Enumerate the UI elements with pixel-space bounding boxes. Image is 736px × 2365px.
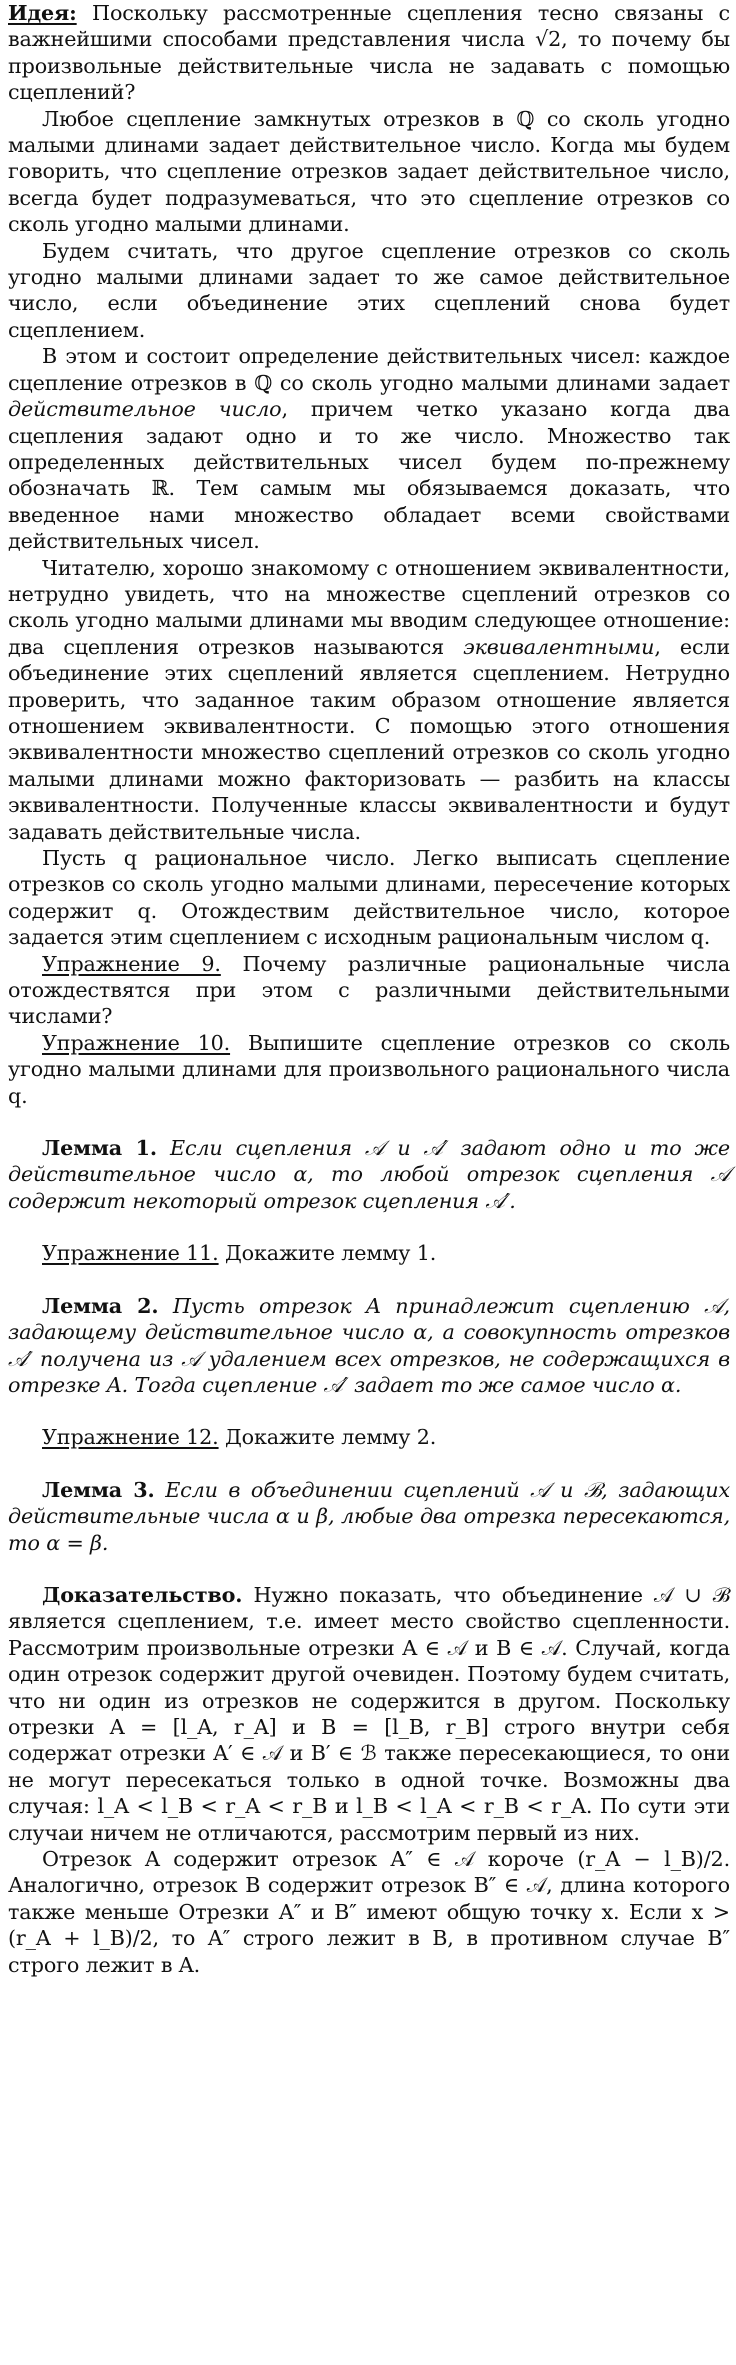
lemma-3-label: Лемма 3. [42, 1477, 155, 1502]
proof [8, 1582, 730, 1846]
lemma-1-statement: Если сцепления 𝒜 и 𝒜′ задают одно и то же действительное число α, то любой отрезок сцепления 𝒜 содержит некоторый отрезок сцепления 𝒜′. [8, 1136, 730, 1213]
exercise-12-text: Докажите лемму 2. [225, 1425, 437, 1450]
paragraph-4 [8, 555, 730, 845]
exercise-10 [8, 1030, 730, 1109]
paragraph-3-text-b: , причем четко указано когда два сцепления задают одно и то же число. Множество так определенных действительных чисел будем по-прежнему обозначать ℝ. Тем самым мы обязываемся доказать, что введенное нами множество обладает всеми свойствами действительных чисел. [8, 397, 730, 554]
exercise-10-label: Упражнение 10. [42, 1030, 231, 1055]
paragraph-4-text-a: Читателю, хорошо знакомому с отношением эквивалентности, нетрудно увидеть, что на множестве сцеплений отрезков со сколь угодно малыми длинами мы вводим следующее отношение: два сцепления отрезков называются [8, 555, 730, 659]
exercise-11 [8, 1240, 730, 1266]
lemma-1-label: Лемма 1. [42, 1136, 157, 1161]
exercise-11-label: Упражнение 11. [42, 1241, 219, 1266]
proof-label: Доказательство. [42, 1582, 243, 1607]
term-real-number: действительное число [8, 397, 282, 422]
lemma-3-statement: Если в объединении сцеплений 𝒜 и ℬ, задающих действительные числа α и β, любые два отрезка пересекаются, то α = β. [8, 1477, 730, 1555]
exercise-9-text: Почему различные рациональные числа отождествятся при этом с различными действительными числами? [8, 951, 731, 1029]
paragraph-5: Пусть q рациональное число. Легко выписать сцепление отрезков со сколь угодно малыми длинами, пересечение которых содержит q. Отождествим действительное число, которое задается этим сцеплением с исходным рациональным числом q. [8, 846, 730, 950]
idea-paragraph [8, 0, 730, 106]
lemma-2-label: Лемма 2. [42, 1293, 159, 1318]
proof-last-paragraph: Отрезок A содержит отрезок A″ ∈ 𝒜 короче (r_A − l_B)/2. Аналогично, отрезок B содержит отрезок B″ ∈ 𝒜, длина которого также меньше Отрезки A″ и B″ имеют общую точку x. Если x > (r_A + l_B)/2, то A″ строго лежит в B, в противном случае B″ строго лежит в A. [8, 1847, 730, 1977]
paragraph-3 [8, 343, 730, 554]
paragraph-4-text-b: , если объединение этих сцеплений является сцеплением. Нетрудно проверить, что заданное таким образом отношение является отношением эквивалентности. С помощью этого отношения эквивалентности множество сцеплений отрезков со сколь угодно малыми длинами можно факторизовать — разбить на классы эквивалентности. Полученные классы эквивалентности и будут задавать действительные числа. [8, 634, 731, 844]
lemma-3 [8, 1477, 730, 1556]
paragraph-1: Любое сцепление замкнутых отрезков в ℚ со сколь угодно малыми длинами задает действительное число. Когда мы будем говорить, что сцепление отрезков задает действительное число, всегда будет подразумеваться, что это сцепление отрезков со сколь угодно малыми длинами. [8, 106, 730, 237]
paragraph-2: Будем считать, что другое сцепление отрезков со сколь угодно малыми длинами задает то же самое действительное число, если объединение этих сцеплений снова будет сцеплением. [8, 238, 730, 342]
exercise-11-text: Докажите лемму 1. [225, 1241, 437, 1266]
lemma-2-statement: Пусть отрезок A принадлежит сцеплению 𝒜, задающему действительное число α, а совокупность отрезков 𝒜′ получена из 𝒜 удалением всех отрезков, не содержащихся в отрезке A. Тогда сцепление 𝒜′ задает то же самое число α. [8, 1293, 730, 1397]
idea-text: Поскольку рассмотренные сцепления тесно связаны с важнейшими способами представления числа √2, то почему бы произвольные действительные числа не задавать с помощью сцеплений? [8, 1, 730, 105]
proof-text: Нужно показать, что объединение 𝒜 ∪ ℬ является сцеплением, т.е. имеет место свойство сцепленности. Рассмотрим произвольные отрезки A ∈ 𝒜 и B ∈ 𝒜. Случай, когда один отрезок содержит другой очевиден. Поэтому будем считать, что ни один из отрезков не содержится в другом. Поскольку отрезки A = [l_A, r_A] и B = [l_B, r_B] строго внутри себя содержат отрезки A′ ∈ 𝒜 и B′ ∈ ℬ также пересекающиеся, то они не могут пересекаться только в одной точке. Возможны два случая: l_A < l_B < r_A < r_B и l_B < l_A < r_B < r_A. По сути эти случаи ничем не отличаются, рассмотрим первый из них. [8, 1582, 730, 1845]
exercise-12-label: Упражнение 12. [42, 1425, 219, 1450]
exercise-10-text: Выпишите сцепление отрезков со сколь угодно малыми длинами для произвольного рационального числа q. [8, 1030, 730, 1108]
exercise-12 [8, 1424, 730, 1450]
exercise-9 [8, 951, 730, 1030]
lemma-1 [8, 1135, 730, 1214]
idea-label: Идея: [8, 1, 77, 25]
term-equivalent: эквивалентными [463, 634, 655, 659]
lemma-2 [8, 1293, 730, 1399]
exercise-9-label: Упражнение 9. [42, 951, 221, 976]
paragraph-3-text-a: В этом и состоит определение действительных чисел: каждое сцепление отрезков в ℚ со сколь угодно малыми длинами задает [8, 344, 730, 395]
